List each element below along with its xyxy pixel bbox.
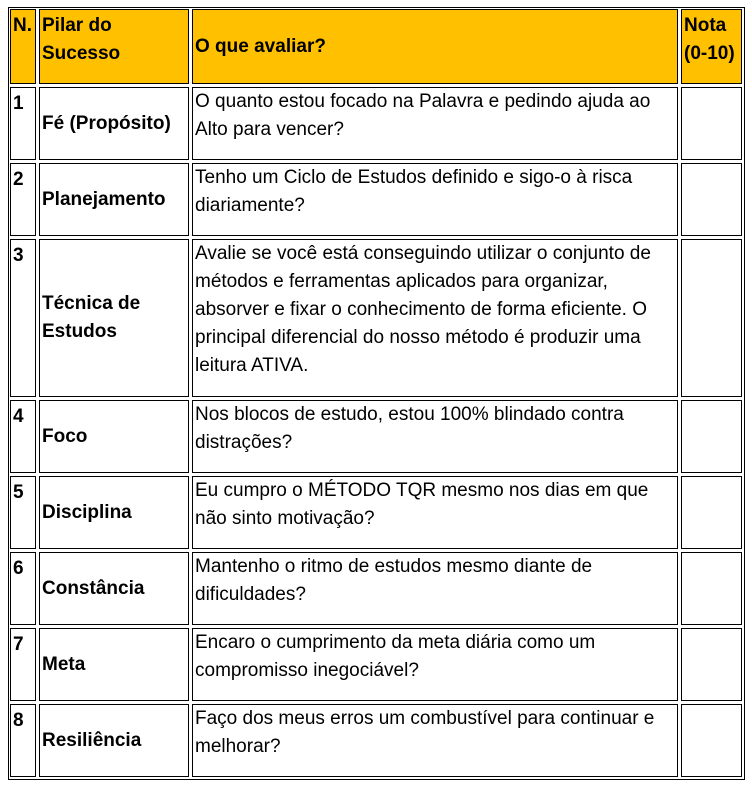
row-number: 4 [10,400,36,473]
row-question: Tenho um Ciclo de Estudos definido e sigo-o à risca diariamente? [192,163,678,236]
row-question: Nos blocos de estudo, estou 100% blindado contra distrações? [192,400,678,473]
row-question: Avalie se você está conseguindo utilizar o conjunto de métodos e ferramentas aplicados para organizar, absorver e fixar o conhecimento de forma eficiente. O principal diferencial do nosso método é produzir uma leitura ATIVA. [192,239,678,397]
row-score-cell[interactable] [681,628,742,701]
row-pilar: Técnica de Estudos [39,239,189,397]
table-row [10,400,742,473]
row-number: 2 [10,163,36,236]
row-score-cell[interactable] [681,400,742,473]
table-row [10,87,742,160]
row-number: 5 [10,476,36,549]
row-score-cell[interactable] [681,163,742,236]
evaluation-table [7,6,745,780]
row-pilar: Foco [39,400,189,473]
row-question: O quanto estou focado na Palavra e pedindo ajuda ao Alto para vencer? [192,87,678,160]
table-row [10,704,742,777]
header-pilar: Pilar do Sucesso [39,9,189,84]
row-pilar: Constância [39,552,189,625]
header-row [10,9,742,84]
table-row [10,628,742,701]
row-question: Faço dos meus erros um combustível para continuar e melhorar? [192,704,678,777]
row-score-cell[interactable] [681,239,742,397]
row-score-cell[interactable] [681,87,742,160]
row-pilar: Resiliência [39,704,189,777]
row-number: 3 [10,239,36,397]
row-question: Mantenho o ritmo de estudos mesmo diante de dificuldades? [192,552,678,625]
table-row [10,239,742,397]
row-number: 1 [10,87,36,160]
row-pilar: Fé (Propósito) [39,87,189,160]
row-score-cell[interactable] [681,704,742,777]
row-number: 6 [10,552,36,625]
row-question: Eu cumpro o MÉTODO TQR mesmo nos dias em que não sinto motivação? [192,476,678,549]
table-row [10,163,742,236]
row-score-cell[interactable] [681,552,742,625]
table-row [10,476,742,549]
table-row [10,552,742,625]
row-question: Encaro o cumprimento da meta diária como um compromisso inegociável? [192,628,678,701]
row-pilar: Disciplina [39,476,189,549]
row-pilar: Meta [39,628,189,701]
row-pilar: Planejamento [39,163,189,236]
row-number: 7 [10,628,36,701]
row-number: 8 [10,704,36,777]
header-score: Nota (0-10) [681,9,742,84]
header-question: O que avaliar? [192,9,678,84]
row-score-cell[interactable] [681,476,742,549]
header-num: N. [10,9,36,84]
